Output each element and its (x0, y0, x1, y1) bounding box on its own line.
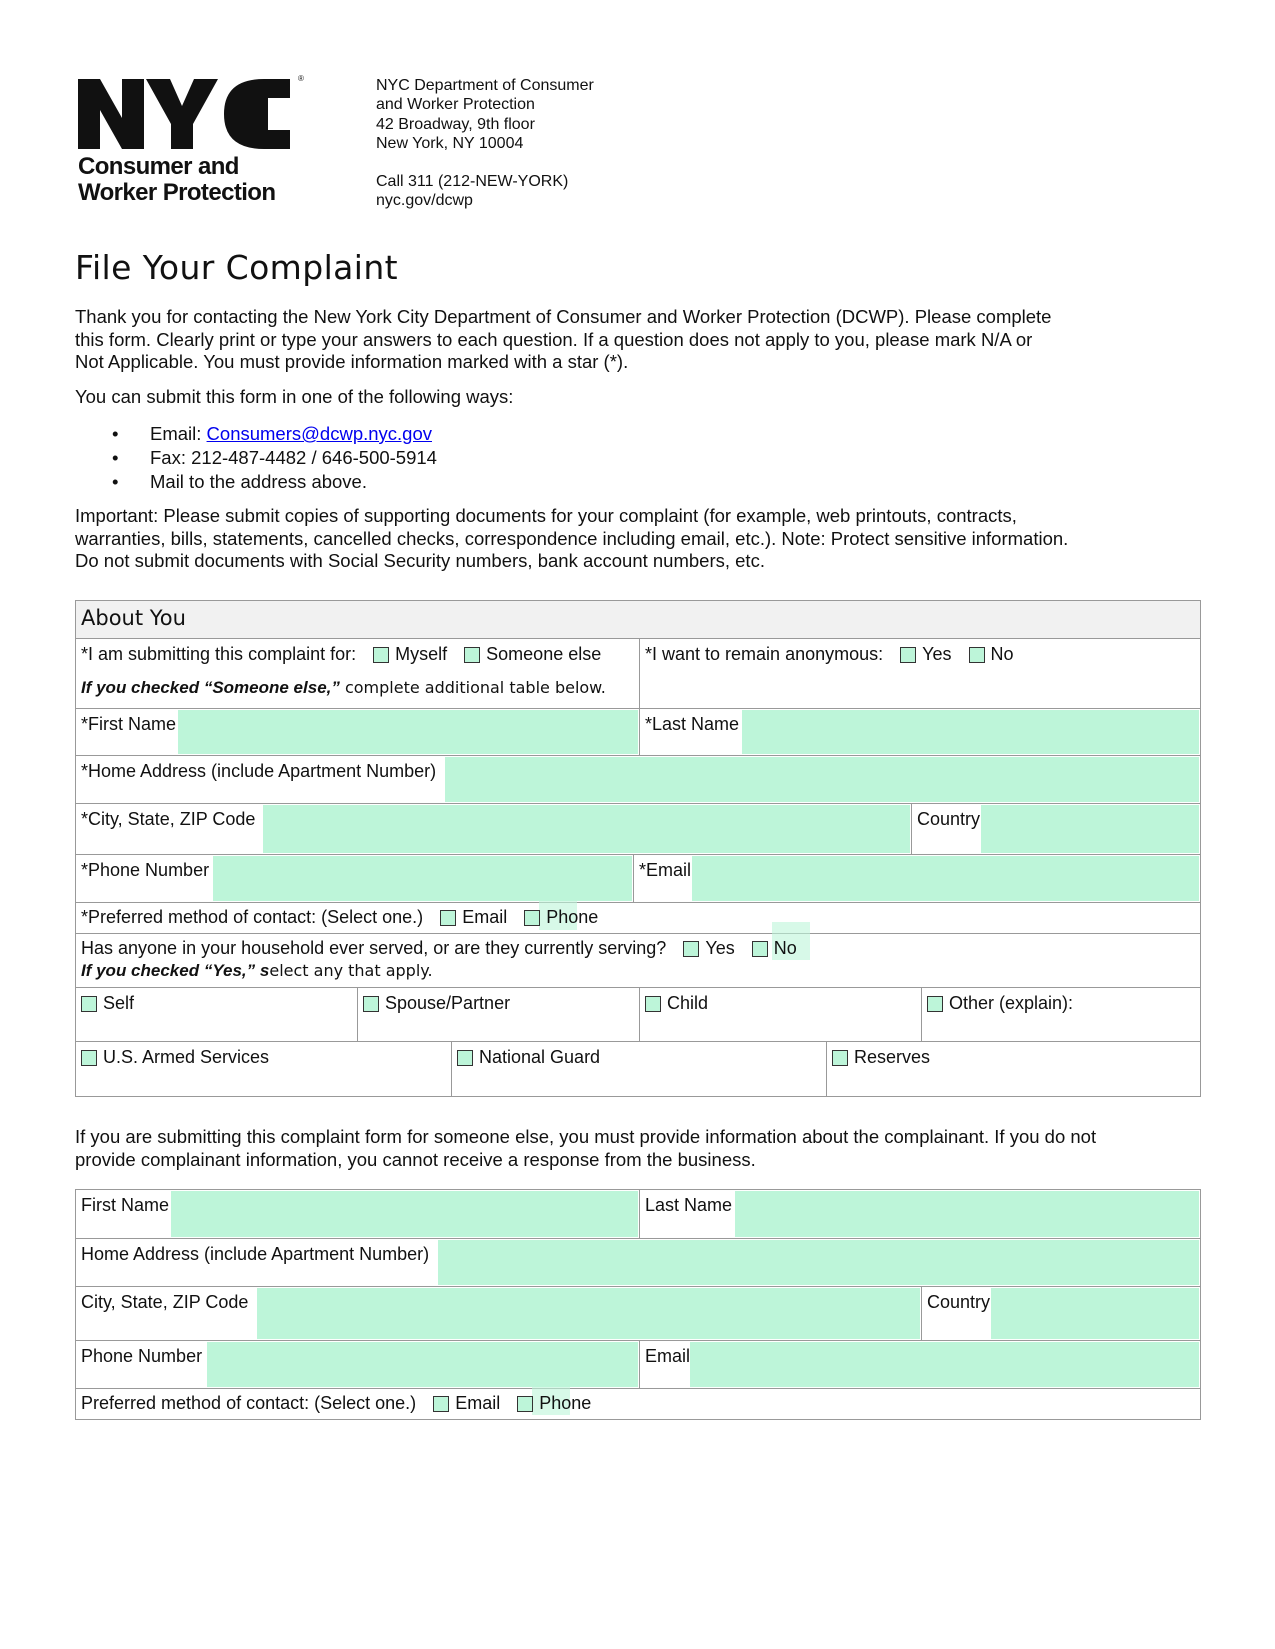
list-item: • Fax: 212-487-4482 / 646-500-5914 (112, 446, 437, 470)
agency-address (376, 76, 594, 211)
address-line: and Worker Protection (376, 96, 535, 114)
self-label: Self (103, 993, 135, 1013)
complainant-email-checkbox[interactable] (433, 1396, 449, 1412)
email-link[interactable]: Consumers@dcwp.nyc.gov (206, 423, 432, 444)
self-checkbox[interactable] (81, 996, 97, 1012)
address-line: NYC Department of Consumer (376, 77, 594, 94)
armed-services-checkbox[interactable] (81, 1050, 97, 1066)
complainant-email-input[interactable] (690, 1342, 1199, 1387)
phone-option-label: Phone (539, 1393, 592, 1413)
no-label: No (773, 938, 797, 958)
important-paragraph: Important: Please submit copies of supporting documents for your complaint (for example, web printouts, contracts, warranties, bills, statements, cancelled checks, correspondence including email, etc.). Note: Protect sensitive information. Do not submit documents with Social Security numbers, bank account numbers, etc. (75, 505, 1069, 571)
complainant-phone-checkbox[interactable] (517, 1396, 533, 1412)
spouse-checkbox[interactable] (363, 996, 379, 1012)
email-option-label: Email (462, 907, 508, 927)
table-row (76, 1286, 1200, 1340)
preferred-phone-checkbox[interactable] (524, 910, 540, 926)
military-note: If you checked “Yes,” select any that apply. (81, 961, 433, 980)
anonymous-no-checkbox[interactable] (969, 647, 985, 663)
address-line: 42 Broadway, 9th floor (376, 115, 535, 133)
yes-label: Yes (705, 938, 735, 958)
national-guard-checkbox[interactable] (457, 1050, 473, 1066)
myself-checkbox[interactable] (373, 647, 389, 663)
phone-label: *Phone Number (81, 860, 210, 880)
table-row (76, 708, 1200, 755)
complainant-city-input[interactable] (257, 1288, 920, 1339)
table-row (76, 1190, 1200, 1238)
complainant-city-label: City, State, ZIP Code (81, 1292, 249, 1312)
complainant-table (75, 1189, 1201, 1420)
email-label: *Email (639, 860, 692, 880)
table-row (76, 638, 1200, 708)
reserves-label: Reserves (854, 1047, 931, 1067)
table-row (76, 1238, 1200, 1286)
table-row (76, 1388, 1200, 1419)
someone-else-label: Someone else (486, 644, 602, 664)
contact-website: nyc.gov/dcwp (376, 192, 473, 210)
preferred-contact-label: *Preferred method of contact: (Select one.) (81, 907, 424, 927)
city-state-zip-label: *City, State, ZIP Code (81, 809, 256, 829)
home-address-input[interactable] (445, 757, 1199, 802)
complainant-first-name-label: First Name (81, 1195, 170, 1215)
table-row (76, 933, 1200, 987)
anonymous-label: *I want to remain anonymous: (645, 644, 884, 664)
last-name-label: *Last Name (645, 714, 740, 734)
other-label: Other (explain): (949, 993, 1074, 1013)
first-name-input[interactable] (178, 710, 638, 754)
logo-line-1: Consumer and (78, 153, 239, 180)
complainant-last-name-label: Last Name (645, 1195, 733, 1215)
email-input[interactable] (692, 856, 1199, 901)
anonymous-yes-checkbox[interactable] (900, 647, 916, 663)
home-address-label: *Home Address (include Apartment Number) (81, 761, 437, 781)
someone-else-checkbox[interactable] (464, 647, 480, 663)
list-item: • Email: Consumers@dcwp.nyc.gov (112, 422, 437, 446)
spouse-label: Spouse/Partner (385, 993, 511, 1013)
registered-mark: ® (298, 74, 304, 83)
section-heading: About You (81, 606, 186, 630)
complainant-phone-label: Phone Number (81, 1346, 203, 1366)
nyc-logo-mark (78, 76, 306, 152)
national-guard-label: National Guard (479, 1047, 601, 1067)
complainant-country-input[interactable] (991, 1288, 1199, 1339)
child-checkbox[interactable] (645, 996, 661, 1012)
complainant-preferred-label: Preferred method of contact: (Select one.) (81, 1393, 417, 1413)
submit-intro: You can submit this form in one of the following ways: (75, 386, 514, 407)
armed-services-label: U.S. Armed Services (103, 1047, 270, 1067)
country-label: Country (917, 809, 981, 829)
preferred-email-checkbox[interactable] (440, 910, 456, 926)
military-yes-checkbox[interactable] (683, 941, 699, 957)
table-row (76, 854, 1200, 902)
table-row (76, 1041, 1200, 1096)
page-title: File Your Complaint (75, 248, 398, 287)
address-line: New York, NY 10004 (376, 134, 524, 152)
list-item: • Mail to the address above. (112, 470, 437, 494)
table-row (76, 987, 1200, 1041)
logo-line-2: Worker Protection (78, 179, 276, 206)
reserves-checkbox[interactable] (832, 1050, 848, 1066)
country-input[interactable] (981, 805, 1199, 853)
child-label: Child (667, 993, 709, 1013)
table-row (76, 1340, 1200, 1388)
complainant-intro: If you are submitting this complaint form for someone else, you must provide information about the complainant. If you do not provide complainant information, you cannot receive a response from the business. (75, 1126, 1097, 1170)
myself-label: Myself (395, 644, 448, 664)
nyc-dcwp-logo (78, 76, 306, 212)
phone-option-label: Phone (546, 907, 599, 927)
last-name-input[interactable] (742, 710, 1199, 754)
no-label: No (990, 644, 1014, 664)
table-row (76, 902, 1200, 933)
military-no-checkbox[interactable] (752, 941, 768, 957)
email-option-label: Email (455, 1393, 501, 1413)
complainant-first-name-input[interactable] (171, 1191, 638, 1237)
contact-phone: Call 311 (212-NEW-YORK) (376, 173, 569, 191)
yes-label: Yes (922, 644, 952, 664)
table-row (76, 803, 1200, 854)
complainant-country-label: Country (927, 1292, 991, 1312)
intro-paragraph: Thank you for contacting the New York City Department of Consumer and Worker Protection (DCWP). Please complete this form. Clearly print or type your answers to each question. If a question does not apply to you, please mark N/A or Not Applicable. You must provide information marked with a star (*). (75, 306, 1052, 372)
other-checkbox[interactable] (927, 996, 943, 1012)
about-you-table (75, 600, 1201, 1097)
submission-methods (112, 422, 437, 494)
complainant-address-label: Home Address (include Apartment Number) (81, 1244, 430, 1264)
military-question: Has anyone in your household ever served, or are they currently serving? (81, 938, 667, 958)
complainant-address-input[interactable] (438, 1240, 1199, 1285)
complainant-last-name-input[interactable] (735, 1191, 1199, 1237)
complainant-email-label: Email (645, 1346, 691, 1366)
complainant-phone-input[interactable] (207, 1342, 638, 1387)
first-name-label: *First Name (81, 714, 177, 734)
submitting-for-label: *I am submitting this complaint for: (81, 644, 357, 664)
table-header-row (76, 601, 1200, 638)
city-state-zip-input[interactable] (263, 805, 910, 853)
someone-else-note: If you checked “Someone else,” complete additional table below. (81, 678, 606, 697)
table-row (76, 755, 1200, 803)
